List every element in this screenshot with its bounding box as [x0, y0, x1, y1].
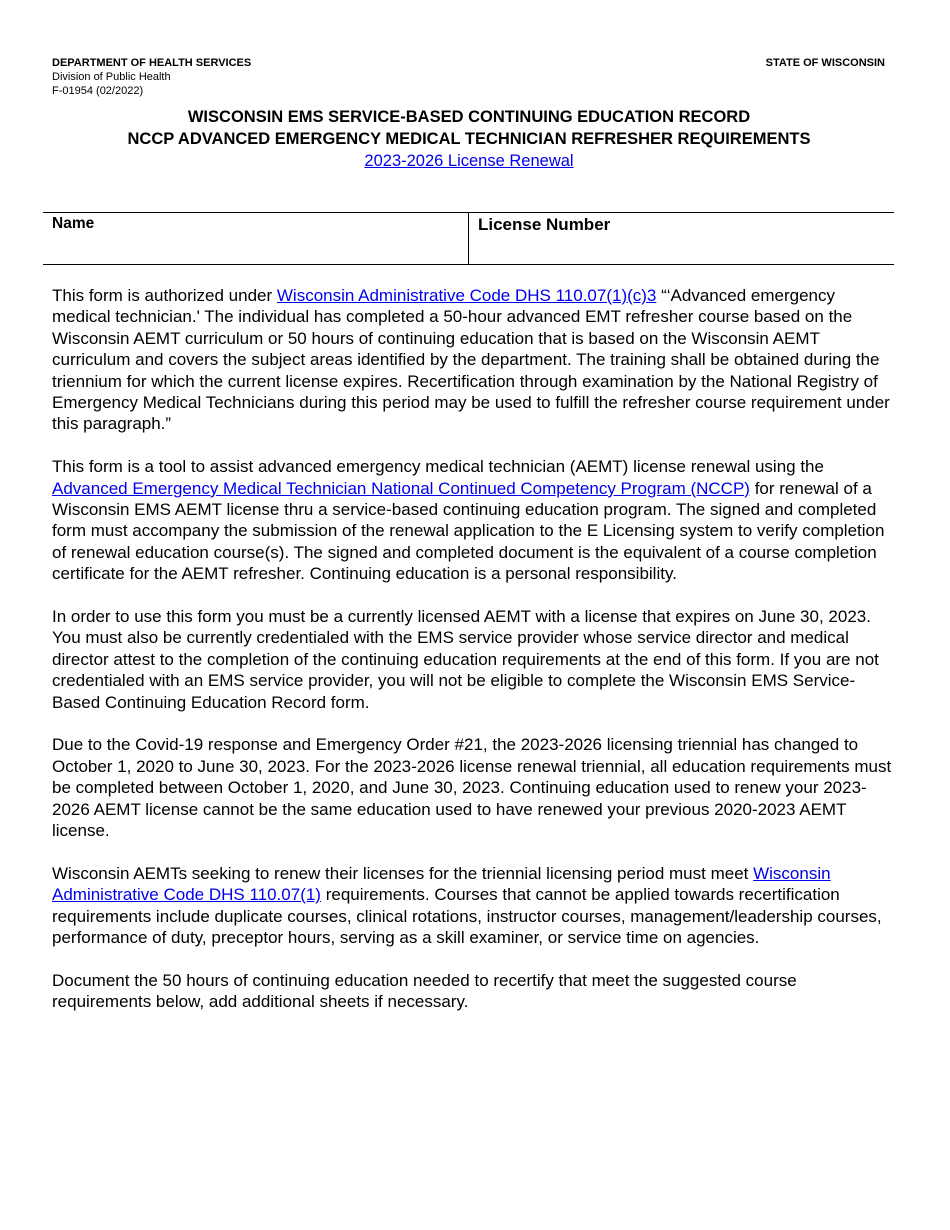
documentation-paragraph: Document the 50 hours of continuing education needed to recertify that meet the suggested course requirements below, add additional sheets if necessary.	[52, 970, 797, 1012]
name-field[interactable]	[43, 213, 469, 264]
p1-text-before: This form is authorized under	[52, 286, 277, 305]
license-number-field[interactable]	[469, 213, 894, 264]
license-renewal-link[interactable]: 2023-2026 License Renewal	[364, 152, 574, 170]
license-number-label: License Number	[478, 215, 611, 234]
nccp-link[interactable]: Advanced Emergency Medical Technician National Continued Competency Program (NCCP)	[52, 478, 750, 498]
form-number: F-01954 (02/2022)	[52, 85, 144, 97]
form-title-line1: WISCONSIN EMS SERVICE-BASED CONTINUING EDUCATION RECORD	[187, 108, 751, 126]
dhs-110-07-1-link[interactable]: Wisconsin Administrative Code DHS 110.07(1)	[52, 863, 831, 905]
form-title-line2: NCCP ADVANCED EMERGENCY MEDICAL TECHNICIAN REFRESHER REQUIREMENTS	[127, 130, 811, 148]
p1-text-after: “‘Advanced emergency medical technician.' The individual has completed a 50-hour advanced EMT refresher course based on the Wisconsin AEMT curriculum or 50 hours of continuing education that is based on the Wisconsin AEMT curriculum and covers the subject areas identified by the department. The training shall be obtained during the triennium for which the current license expires. Recertification through examination by the National Registry of Emergency Medical Technicians during this period may be used to fulfill the refresher course requirement under this paragraph.”	[52, 286, 890, 434]
authorization-paragraph	[52, 285, 892, 435]
instructions-body	[52, 285, 892, 1034]
p2-text-after: for renewal of a Wisconsin EMS AEMT license thru a service-based continuing education program. The signed and completed form must accompany the submission of the renewal application to the E Licensing system to verify completion of renewal education course(s). The signed and completed document is the equivalent of a course completion certificate for the AEMT refresher. Continuing education is a personal responsibility.	[52, 478, 885, 584]
dhs-110-07-1-c-3-link[interactable]: Wisconsin Administrative Code DHS 110.07(1)(c)3	[276, 286, 657, 305]
form-titles	[0, 106, 938, 172]
name-label: Name	[52, 215, 95, 232]
division-name: Division of Public Health	[52, 71, 171, 83]
p5-text-after: requirements. Courses that cannot be applied towards recertification requirements include duplicate courses, clinical rotations, instructor courses, management/leadership courses, performance of duty, preceptor hours, serving as a skill examiner, or service time on agencies.	[52, 885, 882, 948]
department-name: DEPARTMENT OF HEALTH SERVICES	[52, 57, 252, 69]
covid-triennial-paragraph: Due to the Covid-19 response and Emergency Order #21, the 2023-2026 licensing triennial has changed to October 1, 2020 to June 30, 2023. For the 2023-2026 license renewal triennial, all education requirements must be completed between October 1, 2020, and June 30, 2023. Continuing education used to renew your 2023-2026 AEMT license cannot be the same education used to have renewed your previous 2020-2023 AEMT license.	[52, 735, 892, 841]
requirements-paragraph	[52, 863, 892, 949]
agency-header	[52, 56, 251, 98]
p5-text-before: Wisconsin AEMTs seeking to renew their licenses for the triennial licensing period must meet	[52, 863, 754, 883]
state-name: STATE OF WISCONSIN	[765, 57, 885, 69]
name-license-table	[43, 212, 894, 265]
tool-purpose-paragraph	[52, 456, 892, 584]
eligibility-paragraph: In order to use this form you must be a currently licensed AEMT with a license that expires on June 30, 2023. You must also be currently credentialed with the EMS service provider whose service director and medical director attest to the completion of the continuing education requirements at the end of this form. If you are not credentialed with an EMS service provider, you will not be eligible to complete the Wisconsin EMS Service-Based Continuing Education Record form.	[52, 607, 879, 712]
p2-text-before: This form is a tool to assist advanced emergency medical technician (AEMT) license renewal using the	[52, 457, 824, 477]
